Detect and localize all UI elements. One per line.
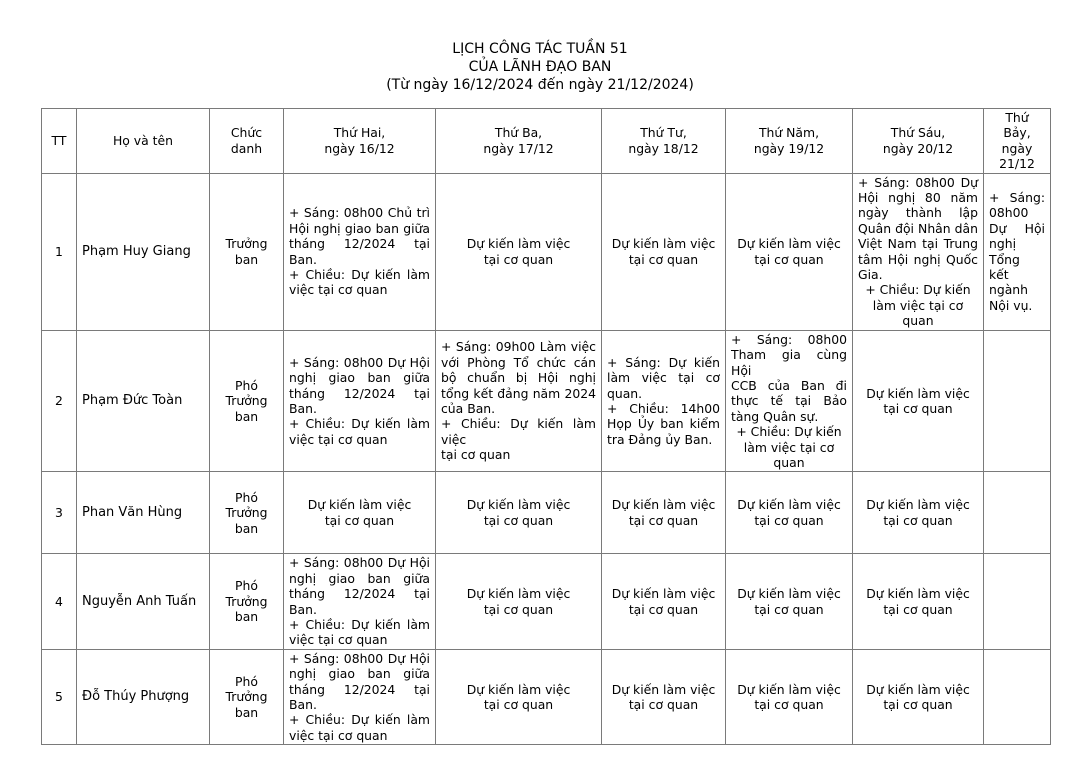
header-tt: TT xyxy=(42,109,77,174)
cell-line: tra Đảng ủy Ban. xyxy=(607,431,713,447)
cell-line: bộ chuẩn bị Hội nghị xyxy=(441,370,596,386)
cell-line: Trưởng xyxy=(225,689,268,705)
cell-line: + Sáng: Dự kiến xyxy=(607,354,720,370)
cell-line: nghị giao ban giữa xyxy=(289,666,430,682)
cell-line: + Sáng: xyxy=(989,190,1045,206)
cell-line: ban xyxy=(234,520,259,536)
cell-line: + Sáng: 08h00 Dự Hội xyxy=(289,650,430,666)
cell-line: CCB của Ban đi xyxy=(731,377,847,393)
header-monday xyxy=(284,109,436,174)
cell-line: Trưởng xyxy=(225,393,268,409)
title-line-3: (Từ ngày 16/12/2024 đến ngày 21/12/2024) xyxy=(386,77,694,93)
cell-line: + Chiều: Dự kiến làm việc xyxy=(441,416,596,447)
title-line-2: CỦA LÃNH ĐẠO BAN xyxy=(468,59,612,75)
cell-line: Phó xyxy=(235,578,258,594)
cell-line: Dự kiến làm việc xyxy=(611,586,716,602)
person-name: Phạm Đức Toàn xyxy=(77,330,210,472)
cell-line: ban xyxy=(234,609,259,625)
tuesday-cell xyxy=(436,330,602,472)
thursday-cell xyxy=(726,472,853,554)
cell-line: Dự Hội xyxy=(989,220,1045,236)
cell-line: ngày thành lập xyxy=(858,205,978,221)
row-number: 4 xyxy=(42,554,77,649)
saturday-cell xyxy=(984,649,1051,744)
cell-line: Nội vụ. xyxy=(989,297,1033,313)
header-name: Họ và tên xyxy=(77,109,210,174)
saturday-cell xyxy=(984,330,1051,472)
position-cell xyxy=(210,554,284,649)
cell-line: danh xyxy=(230,140,263,156)
friday-cell xyxy=(853,649,984,744)
position-cell xyxy=(210,649,284,744)
cell-line: làm việc tại cơ xyxy=(872,297,964,313)
cell-line: Dự kiến làm việc xyxy=(866,681,970,697)
header-saturday xyxy=(984,109,1051,174)
cell-line: Thứ Hai, xyxy=(333,125,386,141)
monday-cell xyxy=(284,649,436,744)
cell-line: Tổng xyxy=(989,251,1020,267)
cell-line: việc tại cơ quan xyxy=(289,431,388,447)
table-row xyxy=(42,173,1051,330)
cell-line: tại cơ quan xyxy=(754,512,824,528)
title-line-1: LỊCH CÔNG TÁC TUẦN 51 xyxy=(452,41,628,57)
cell-line: Trưởng xyxy=(225,505,268,521)
cell-line: Thứ Ba, xyxy=(494,125,543,141)
cell-line: kết xyxy=(989,267,1009,283)
cell-line: tại cơ quan xyxy=(754,251,824,267)
cell-line: + Chiều: Dự kiến làm xyxy=(289,712,430,728)
cell-line: + Chiều: 14h00 xyxy=(607,401,720,417)
cell-line: Họp Ủy ban kiểm xyxy=(607,416,720,432)
friday-cell xyxy=(853,173,984,330)
wednesday-cell xyxy=(602,330,726,472)
cell-line: tại cơ quan xyxy=(324,512,395,528)
cell-line: Dự kiến làm việc xyxy=(466,586,571,602)
cell-line: tại cơ quan xyxy=(483,601,554,617)
cell-line: + Sáng: 08h00 Chủ trì xyxy=(289,205,430,221)
cell-line: + Chiều: Dự kiến xyxy=(865,282,971,298)
thursday-cell xyxy=(726,173,853,330)
saturday-cell xyxy=(984,554,1051,649)
cell-line: Dự kiến làm việc xyxy=(866,497,970,513)
cell-line: làm việc tại cơ xyxy=(607,370,720,386)
cell-line: Dự kiến làm việc xyxy=(466,497,571,513)
cell-line: tháng 12/2024 tại xyxy=(289,681,430,697)
tuesday-cell xyxy=(436,173,602,330)
cell-line: + Sáng: 08h00 Dự Hội xyxy=(289,555,430,571)
cell-line: tại cơ quan xyxy=(754,601,824,617)
cell-line: ngày 18/12 xyxy=(628,140,699,156)
cell-line: ngày 19/12 xyxy=(753,140,825,156)
friday-cell xyxy=(853,472,984,554)
cell-line: Chức xyxy=(230,125,263,141)
thursday-cell xyxy=(726,649,853,744)
cell-line: Ban. xyxy=(289,697,317,712)
cell-line: Thứ Tư, xyxy=(640,125,687,141)
header-friday xyxy=(853,109,984,174)
cell-line: tại cơ quan xyxy=(628,697,699,712)
row-number: 3 xyxy=(42,472,77,554)
thursday-cell xyxy=(726,554,853,649)
position-cell xyxy=(210,173,284,330)
document-title xyxy=(0,40,1080,94)
cell-line: việc tại cơ quan xyxy=(289,727,388,743)
cell-line: Hội nghị giao ban giữa xyxy=(289,220,430,236)
cell-line: Thứ Sáu, xyxy=(890,125,946,141)
cell-line: quan xyxy=(902,313,934,329)
wednesday-cell xyxy=(602,554,726,649)
cell-line: + Chiều: Dự kiến làm xyxy=(289,416,430,432)
cell-line: tháng 12/2024 tại xyxy=(289,385,430,401)
cell-line: Gia. xyxy=(858,267,883,283)
cell-line: Dự kiến làm việc xyxy=(611,681,716,697)
cell-line: Bảy, xyxy=(1003,125,1031,141)
header-wednesday xyxy=(602,109,726,174)
cell-line: ban xyxy=(234,251,259,267)
cell-line: quan xyxy=(773,454,805,470)
cell-line: Hội nghị 80 năm xyxy=(858,190,978,206)
position-cell xyxy=(210,472,284,554)
cell-line: + Chiều: Dự kiến làm xyxy=(289,616,430,632)
cell-line: tại cơ quan xyxy=(483,697,554,712)
cell-line: ngày 16/12 xyxy=(324,140,395,156)
monday-cell xyxy=(284,173,436,330)
cell-line: Ban. xyxy=(289,251,317,267)
tuesday-cell xyxy=(436,554,602,649)
cell-line: làm việc tại cơ xyxy=(743,439,835,455)
table-row xyxy=(42,649,1051,744)
schedule-table xyxy=(41,108,1051,745)
cell-line: Dự kiến làm việc xyxy=(611,236,716,252)
person-name: Phan Văn Hùng xyxy=(77,472,210,554)
cell-line: tại cơ quan xyxy=(883,697,953,712)
cell-line: + Sáng: 08h00 xyxy=(731,331,847,347)
cell-line: tại cơ quan xyxy=(883,512,953,528)
cell-line: tháng 12/2024 tại xyxy=(289,586,430,602)
cell-line: tại cơ quan xyxy=(883,601,953,617)
header-position xyxy=(210,109,284,174)
cell-line: tại cơ quan xyxy=(628,251,699,267)
friday-cell xyxy=(853,330,984,472)
cell-line: ngày 17/12 xyxy=(483,140,554,156)
cell-line: Dự kiến làm việc xyxy=(866,586,970,602)
row-number: 1 xyxy=(42,173,77,330)
cell-line: Dự kiến làm việc xyxy=(307,497,412,513)
table-row xyxy=(42,554,1051,649)
cell-line: ban xyxy=(234,704,259,720)
header-row xyxy=(42,109,1051,174)
cell-line: tháng 12/2024 tại xyxy=(289,236,430,252)
monday-cell xyxy=(284,554,436,649)
cell-line: của Ban. xyxy=(441,401,496,417)
header-thursday xyxy=(726,109,853,174)
saturday-cell xyxy=(984,173,1051,330)
cell-line: tổng kết đảng năm 2024 xyxy=(441,385,596,401)
cell-line: việc tại cơ quan xyxy=(289,282,388,298)
cell-line: + Chiều: Dự kiến xyxy=(736,424,842,440)
cell-line: 08h00 xyxy=(989,205,1029,221)
cell-line: + Sáng: 08h00 Dự xyxy=(858,174,978,190)
cell-line: tại cơ quan xyxy=(883,401,953,417)
cell-line: Ban. xyxy=(289,601,317,617)
cell-line: tại cơ quan xyxy=(628,512,699,528)
cell-line: với Phòng Tổ chức cán xyxy=(441,354,596,370)
cell-line: Dự kiến làm việc xyxy=(737,681,841,697)
thursday-cell xyxy=(726,330,853,472)
cell-line: tàng Quân sự. xyxy=(731,408,819,424)
cell-line: + Sáng: 08h00 Dự Hội xyxy=(289,354,430,370)
cell-line: ngành xyxy=(989,282,1029,298)
person-name: Đỗ Thúy Phượng xyxy=(77,649,210,744)
cell-line: ngày xyxy=(1001,140,1033,156)
cell-line: Dự kiến làm việc xyxy=(466,681,571,697)
cell-line: tại cơ quan xyxy=(483,251,554,267)
cell-line: Ban. xyxy=(289,401,317,417)
person-name: Nguyễn Anh Tuấn xyxy=(77,554,210,649)
cell-line: Trưởng xyxy=(225,236,268,252)
wednesday-cell xyxy=(602,472,726,554)
table-row xyxy=(42,472,1051,554)
cell-line: Phó xyxy=(235,673,258,689)
monday-cell xyxy=(284,472,436,554)
cell-line: tâm Hội nghị Quốc xyxy=(858,251,978,267)
cell-line: Dự kiến làm việc xyxy=(466,236,571,252)
tuesday-cell xyxy=(436,649,602,744)
monday-cell xyxy=(284,330,436,472)
cell-line: 21/12 xyxy=(999,156,1035,172)
row-number: 5 xyxy=(42,649,77,744)
cell-line: + Chiều: Dự kiến làm xyxy=(289,267,430,283)
cell-line: Tham gia cùng Hội xyxy=(731,347,847,378)
table-row xyxy=(42,330,1051,472)
cell-line: + Sáng: 09h00 Làm việc xyxy=(441,339,596,355)
cell-line: tại cơ quan xyxy=(441,447,511,463)
cell-line: Dự kiến làm việc xyxy=(737,586,841,602)
cell-line: tại cơ quan xyxy=(628,601,699,617)
friday-cell xyxy=(853,554,984,649)
cell-line: Dự kiến làm việc xyxy=(866,385,970,401)
cell-line: Dự kiến làm việc xyxy=(611,497,716,513)
header-tuesday xyxy=(436,109,602,174)
cell-line: Thứ Năm, xyxy=(758,125,820,141)
cell-line: nghị giao ban giữa xyxy=(289,370,430,386)
cell-line: Phó xyxy=(235,377,258,393)
cell-line: tại cơ quan xyxy=(754,697,824,712)
cell-line: ban xyxy=(234,408,259,424)
cell-line: nghị xyxy=(989,236,1017,252)
person-name: Phạm Huy Giang xyxy=(77,173,210,330)
position-cell xyxy=(210,330,284,472)
cell-line: Phó xyxy=(235,489,258,505)
tuesday-cell xyxy=(436,472,602,554)
cell-line: thực tế tại Bảo xyxy=(731,393,847,409)
cell-line: tại cơ quan xyxy=(483,512,554,528)
cell-line: Thứ xyxy=(1005,110,1029,125)
cell-line: nghị giao ban giữa xyxy=(289,570,430,586)
cell-line: Việt Nam tại Trung xyxy=(858,236,978,252)
cell-line: Trưởng xyxy=(225,593,268,609)
cell-line: Quân đội Nhân dân xyxy=(858,220,978,236)
cell-line: việc tại cơ quan xyxy=(289,632,388,648)
row-number: 2 xyxy=(42,330,77,472)
cell-line: ngày 20/12 xyxy=(882,140,954,156)
wednesday-cell xyxy=(602,649,726,744)
wednesday-cell xyxy=(602,173,726,330)
saturday-cell xyxy=(984,472,1051,554)
cell-line: Dự kiến làm việc xyxy=(737,497,841,513)
cell-line: quan. xyxy=(607,385,643,401)
cell-line: Dự kiến làm việc xyxy=(737,236,841,252)
